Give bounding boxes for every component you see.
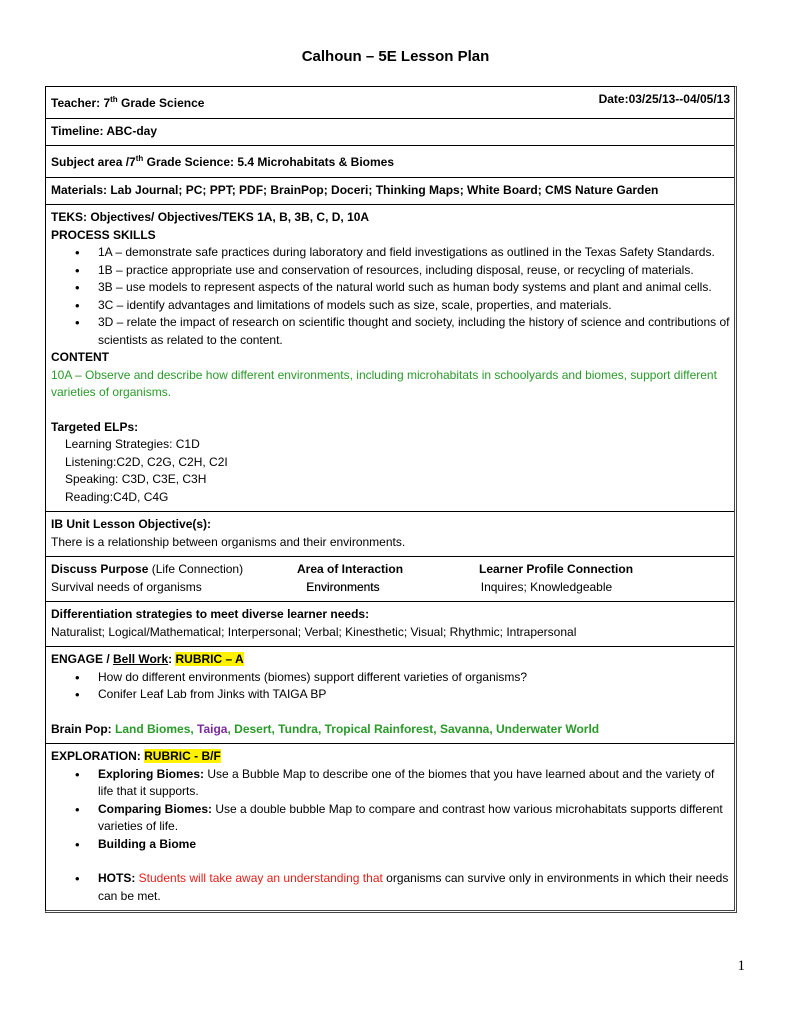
area-of-interaction-value: Environments: [306, 579, 380, 594]
process-skills-list: [51, 244, 730, 349]
document-title: Calhoun – 5E Lesson Plan: [301, 48, 490, 65]
hots-label: HOTS:: [98, 871, 139, 885]
content-text: 10A – Observe and describe how different environments, including microhabitats in schoolyards and biomes, support different varieties of organisms.: [51, 367, 717, 399]
engage-colon: :: [168, 652, 176, 666]
purpose-headers: [51, 561, 730, 579]
exploration-row: [46, 744, 734, 910]
brainpop-topics: , Desert, Tundra, Tropical Rainforest, Savanna, Underwater World: [227, 721, 600, 736]
engage-list: [51, 669, 730, 704]
engage-row: [46, 647, 734, 744]
hots-highlight: Students will take away an understanding that: [138, 871, 383, 885]
bell-work-label: Bell Work: [113, 652, 169, 666]
hots-list: [51, 870, 730, 905]
brainpop-label: Brain Pop:: [51, 721, 116, 736]
elps-heading: Targeted ELPs:: [51, 419, 139, 434]
content-heading: CONTENT: [51, 350, 109, 364]
engage-label: ENGAGE /: [51, 652, 114, 666]
teacher-row: [46, 87, 734, 119]
engage-rubric-badge: RUBRIC – A: [175, 652, 244, 666]
date-field: Date:03/25/13--04/05/13: [598, 92, 730, 106]
materials-row: Materials: Lab Journal; PC; PPT; PDF; BrainPop; Doceri; Thinking Maps; White Board; CMS Nature Garden: [46, 178, 734, 206]
list-item: • 1B – practice appropriate use and conservation of resources, including disposal, reuse, or recycling of materials.: [51, 262, 730, 280]
brainpop-topic: Land Biomes,: [115, 721, 198, 736]
exploration-rubric-badge: RUBRIC - B/F: [144, 749, 221, 763]
discuss-purpose-value: Survival needs of organisms: [51, 579, 202, 594]
discuss-purpose-header: [51, 561, 297, 579]
engage-heading: [51, 651, 730, 669]
teacher-field: [51, 91, 204, 113]
subject-post: Grade Science: 5.4 Microhabitats & Biomes: [143, 155, 395, 169]
list-item: • 3D – relate the impact of research on scientific thought and society, including the history of science and contributions of scientists as related to the content.: [51, 314, 730, 349]
brainpop-topic-taiga: Taiga: [197, 721, 228, 736]
elp-item: Speaking: C3D, C3E, C3H: [65, 472, 207, 486]
elps-list: [51, 436, 730, 506]
list-item: • 3B – use models to represent aspects of the natural world such as human body systems and plant and animal cells.: [51, 279, 730, 297]
learner-profile-value: Inquires; Knowledgeable: [480, 579, 613, 594]
exploration-label: EXPLORATION:: [51, 749, 145, 763]
list-item: [51, 836, 730, 854]
ib-row: [46, 512, 734, 557]
exploration-list: [51, 766, 730, 854]
teacher-sup: th: [110, 95, 118, 104]
item-title: Comparing Biomes:: [98, 801, 213, 816]
differentiation-heading: Differentiation strategies to meet diverse learner needs:: [51, 607, 370, 621]
brainpop-line: [51, 721, 730, 739]
subject-row: [46, 146, 734, 178]
process-skills-heading: PROCESS SKILLS: [51, 227, 156, 242]
teacher-value: Grade Science: [117, 96, 205, 110]
differentiation-row: [46, 602, 734, 647]
subject-pre: Subject area /7: [51, 155, 136, 169]
lesson-plan-table: [45, 86, 737, 913]
list-item: [51, 766, 730, 801]
teks-row: [46, 205, 734, 512]
teacher-label: Teacher: 7: [51, 96, 111, 110]
item-text: Use a Bubble Map to describe one of the biomes that you have learned about and the variety of life that it supports.: [98, 766, 715, 798]
differentiation-text: Naturalist; Logical/Mathematical; Interpersonal; Verbal; Kinesthetic; Visual; Rhythmic; Intrapersonal: [51, 624, 577, 639]
discuss-note: (Life Connection): [148, 562, 244, 576]
exploration-heading: [51, 748, 730, 766]
purpose-values: [51, 579, 730, 597]
list-item: [51, 870, 730, 905]
learner-profile-header: Learner Profile Connection: [479, 562, 634, 576]
list-item: • 3C – identify advantages and limitations of models such as size, scale, properties, and materials.: [51, 297, 730, 315]
elp-item: Learning Strategies: C1D: [65, 437, 200, 451]
list-item: • 1A – demonstrate safe practices during laboratory and field investigations as outlined in the Texas Safety Standards.: [51, 244, 730, 262]
area-of-interaction-header: Area of Interaction: [297, 562, 404, 576]
ib-heading: IB Unit Lesson Objective(s):: [51, 517, 212, 531]
timeline-row: Timeline: ABC-day: [46, 119, 734, 147]
subject-sup: th: [135, 154, 144, 163]
list-item: [51, 801, 730, 836]
purpose-row: [46, 557, 734, 602]
item-text: Use a double bubble Map to compare and contrast how various microhabitats supports different varieties of life.: [98, 801, 723, 833]
discuss-label: Discuss Purpose: [51, 562, 149, 576]
elp-item: Listening:C2D, C2G, C2H, C2I: [65, 454, 228, 469]
item-title: Exploring Biomes:: [98, 766, 205, 781]
list-item: • How do different environments (biomes) support different varieties of organisms?: [51, 669, 730, 687]
page-number: 1: [737, 958, 745, 974]
list-item: • Conifer Leaf Lab from Jinks with TAIGA BP: [51, 686, 730, 704]
ib-text: There is a relationship between organisms and their environments.: [51, 534, 406, 549]
elp-item: Reading:C4D, C4G: [65, 489, 169, 504]
item-title: Building a Biome: [98, 836, 197, 851]
hots-text: organisms can survive only in environments in which their needs can be met.: [98, 871, 729, 903]
teks-heading: TEKS: Objectives/ Objectives/TEKS 1A, B, 3B, C, D, 10A: [51, 210, 370, 224]
